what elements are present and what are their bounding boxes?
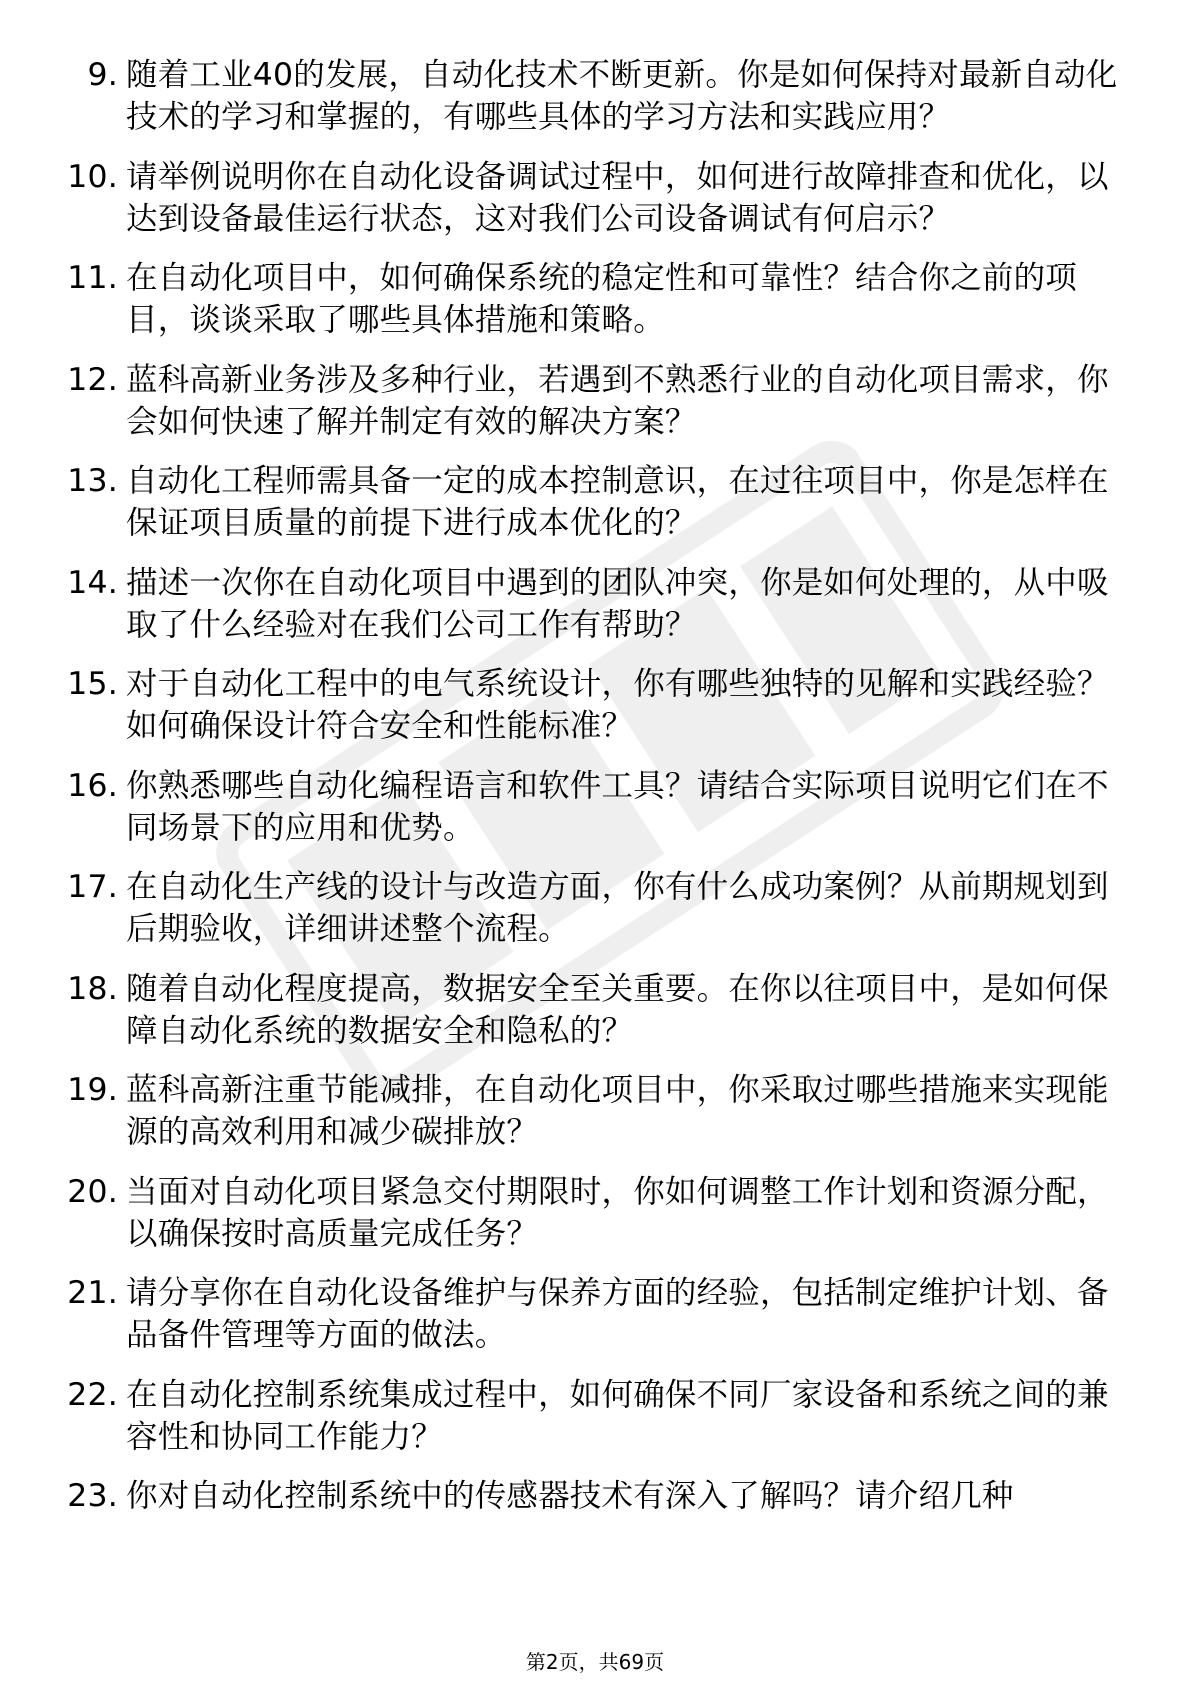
question-text: 请分享你在自动化设备维护与保养方面的经验，包括制定维护计划、备品备件管理等方面的做法。 [126, 1275, 1109, 1353]
question-number: 14. [67, 564, 118, 601]
question-number: 17. [67, 869, 118, 905]
question-number: 23. [67, 1478, 118, 1514]
question-item [70, 54, 1118, 138]
question-item [67, 156, 1118, 240]
question-number: 9. [87, 57, 118, 93]
question-text: 在自动化项目中，如何确保系统的稳定性和可靠性？结合你之前的项目，谈谈采取了哪些具体措施和策略。 [126, 260, 1078, 338]
question-item [67, 765, 1118, 849]
question-number: 11. [67, 260, 118, 296]
question-number: 13. [67, 463, 118, 499]
question-text: 自动化工程师需具备一定的成本控制意识，在过往项目中，你是怎样在保证项目质量的前提下进行成本优化的？ [126, 463, 1109, 541]
question-number: 12. [67, 361, 118, 398]
question-item [67, 359, 1118, 443]
question-item [67, 460, 1118, 544]
question-number: 20. [67, 1173, 118, 1210]
question-item [67, 663, 1118, 747]
question-text: 描述一次你在自动化项目中遇到的团队冲突，你是如何处理的，从中吸取了什么经验对在我们公司工作有帮助？ [126, 564, 1109, 643]
question-text: 你熟悉哪些自动化编程语言和软件工具？请结合实际项目说明它们在不同场景下的应用和优势。 [126, 767, 1109, 846]
question-text: 请举例说明你在自动化设备调试过程中，如何进行故障排查和优化，以达到设备最佳运行状态，这对我们公司设备调试有何启示？ [126, 158, 1109, 237]
question-item [67, 1069, 1118, 1153]
question-number: 18. [67, 970, 118, 1007]
question-text: 对于自动化工程中的电气系统设计，你有哪些独特的见解和实践经验？如何确保设计符合安全和性能标准？ [126, 666, 1109, 744]
question-text: 蓝科高新注重节能减排，在自动化项目中，你采取过哪些措施来实现能源的高效利用和减少碳排放？ [126, 1072, 1109, 1150]
question-number: 16. [67, 767, 118, 804]
question-item [67, 1171, 1118, 1255]
question-item [67, 257, 1118, 341]
question-item [67, 562, 1118, 646]
page-footer: 第2页，共69页 [525, 1650, 665, 1674]
question-text: 蓝科高新业务涉及多种行业，若遇到不熟悉行业的自动化项目需求，你会如何快速了解并制定有效的解决方案？ [126, 361, 1109, 440]
question-item [67, 1475, 1118, 1517]
question-number: 22. [67, 1376, 118, 1413]
question-text: 随着工业40的发展，自动化技术不断更新。你是如何保持对最新自动化技术的学习和掌握的，有哪些具体的学习方法和实践应用？ [126, 57, 1118, 135]
question-item [67, 968, 1118, 1052]
question-text: 在自动化生产线的设计与改造方面，你有什么成功案例？从前期规划到后期验收，详细讲述整个流程。 [126, 869, 1109, 947]
question-text: 当面对自动化项目紧急交付期限时，你如何调整工作计划和资源分配，以确保按时高质量完成任务？ [126, 1173, 1109, 1252]
question-list [67, 54, 1118, 1535]
question-item [67, 1374, 1118, 1458]
question-text: 你对自动化控制系统中的传感器技术有深入了解吗？请介绍几种 [126, 1478, 1014, 1514]
question-text: 在自动化控制系统集成过程中，如何确保不同厂家设备和系统之间的兼容性和协同工作能力？ [126, 1376, 1109, 1455]
question-number: 21. [67, 1275, 118, 1311]
question-text: 随着自动化程度提高，数据安全至关重要。在你以往项目中，是如何保障自动化系统的数据安全和隐私的？ [126, 970, 1109, 1049]
question-item [67, 1272, 1118, 1356]
question-number: 15. [67, 666, 118, 702]
question-number: 10. [67, 158, 118, 195]
question-item [67, 866, 1118, 950]
question-number: 19. [67, 1072, 118, 1108]
